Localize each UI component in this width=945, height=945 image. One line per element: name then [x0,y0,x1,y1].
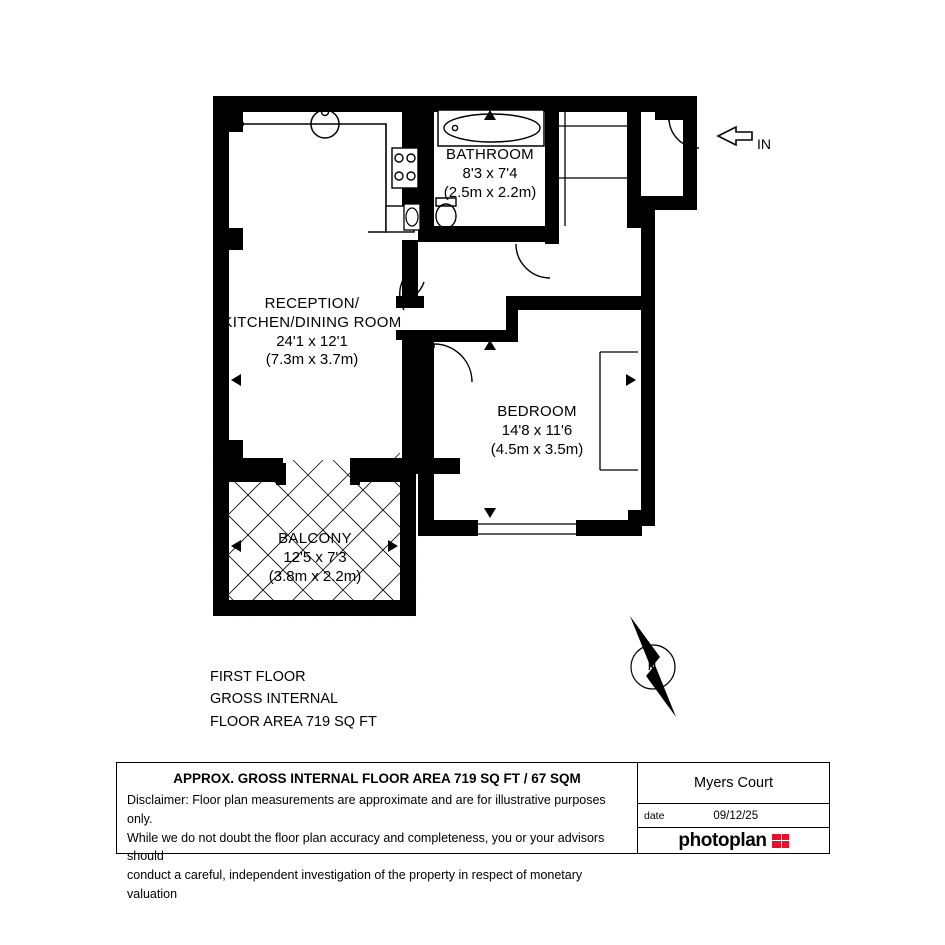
entrance-in-label: IN [757,136,771,152]
floor-area-note [210,666,377,733]
reception-dims-imperial: 24'1 x 12'1 [276,332,348,350]
room-label-bedroom [442,403,632,459]
reception-dims-metric: (7.3m x 3.7m) [265,351,359,369]
floor-note-line3: FLOOR AREA 719 SQ FT [210,713,377,730]
disclaimer-line-3: conduct a careful, independent investigation of the property in respect of monetary valuation [127,868,583,901]
room-label-balcony [225,530,405,586]
reception-name-line2: KITCHEN/DINING ROOM [222,313,402,331]
floor-note-line2: GROSS INTERNAL [210,691,339,708]
photoplan-logo-text: photoplan [678,829,767,851]
floor-note-line1: FIRST FLOOR [210,669,306,685]
reception-name-line1: RECEPTION/ [264,295,360,312]
info-panel [116,762,830,901]
bedroom-dims-metric: (4.5m x 3.5m) [490,440,584,458]
info-panel-right [638,763,829,853]
property-name: Myers Court [638,763,829,804]
room-label-reception [202,295,422,370]
gross-area-title: APPROX. GROSS INTERNAL FLOOR AREA 719 SQ FT / 67 SQM [173,771,581,786]
balcony-dims-metric: (3.8m x 2.2m) [268,567,362,585]
disclaimer-line-2: While we do not doubt the floor plan accuracy and completeness, you or your advisors should [127,830,605,864]
photoplan-logo-mark [772,834,789,848]
photoplan-logo [638,828,829,853]
info-panel-left [117,763,638,901]
balcony-name: BALCONY [278,530,352,547]
disclaimer-text [117,791,637,904]
bathroom-name: BATHROOM [446,146,534,163]
bedroom-dims-imperial: 14'8 x 11'6 [501,421,573,439]
bedroom-name: BEDROOM [497,403,577,420]
bathroom-dims-metric: (2.5m x 2.2m) [443,183,537,201]
entrance-arrow [718,127,752,145]
date-row [638,804,829,828]
date-value: 09/12/25 [713,809,759,822]
bathroom-dims-imperial: 8'3 x 7'4 [462,164,518,182]
date-label: date [644,809,665,822]
room-label-bathroom [400,146,580,202]
compass-north-label: N [648,661,656,673]
balcony-dims-imperial: 12'5 x 7'3 [283,548,347,566]
disclaimer-line-1: Disclaimer: Floor plan measurements are approximate and are for illustrative purposes only. [127,793,606,826]
